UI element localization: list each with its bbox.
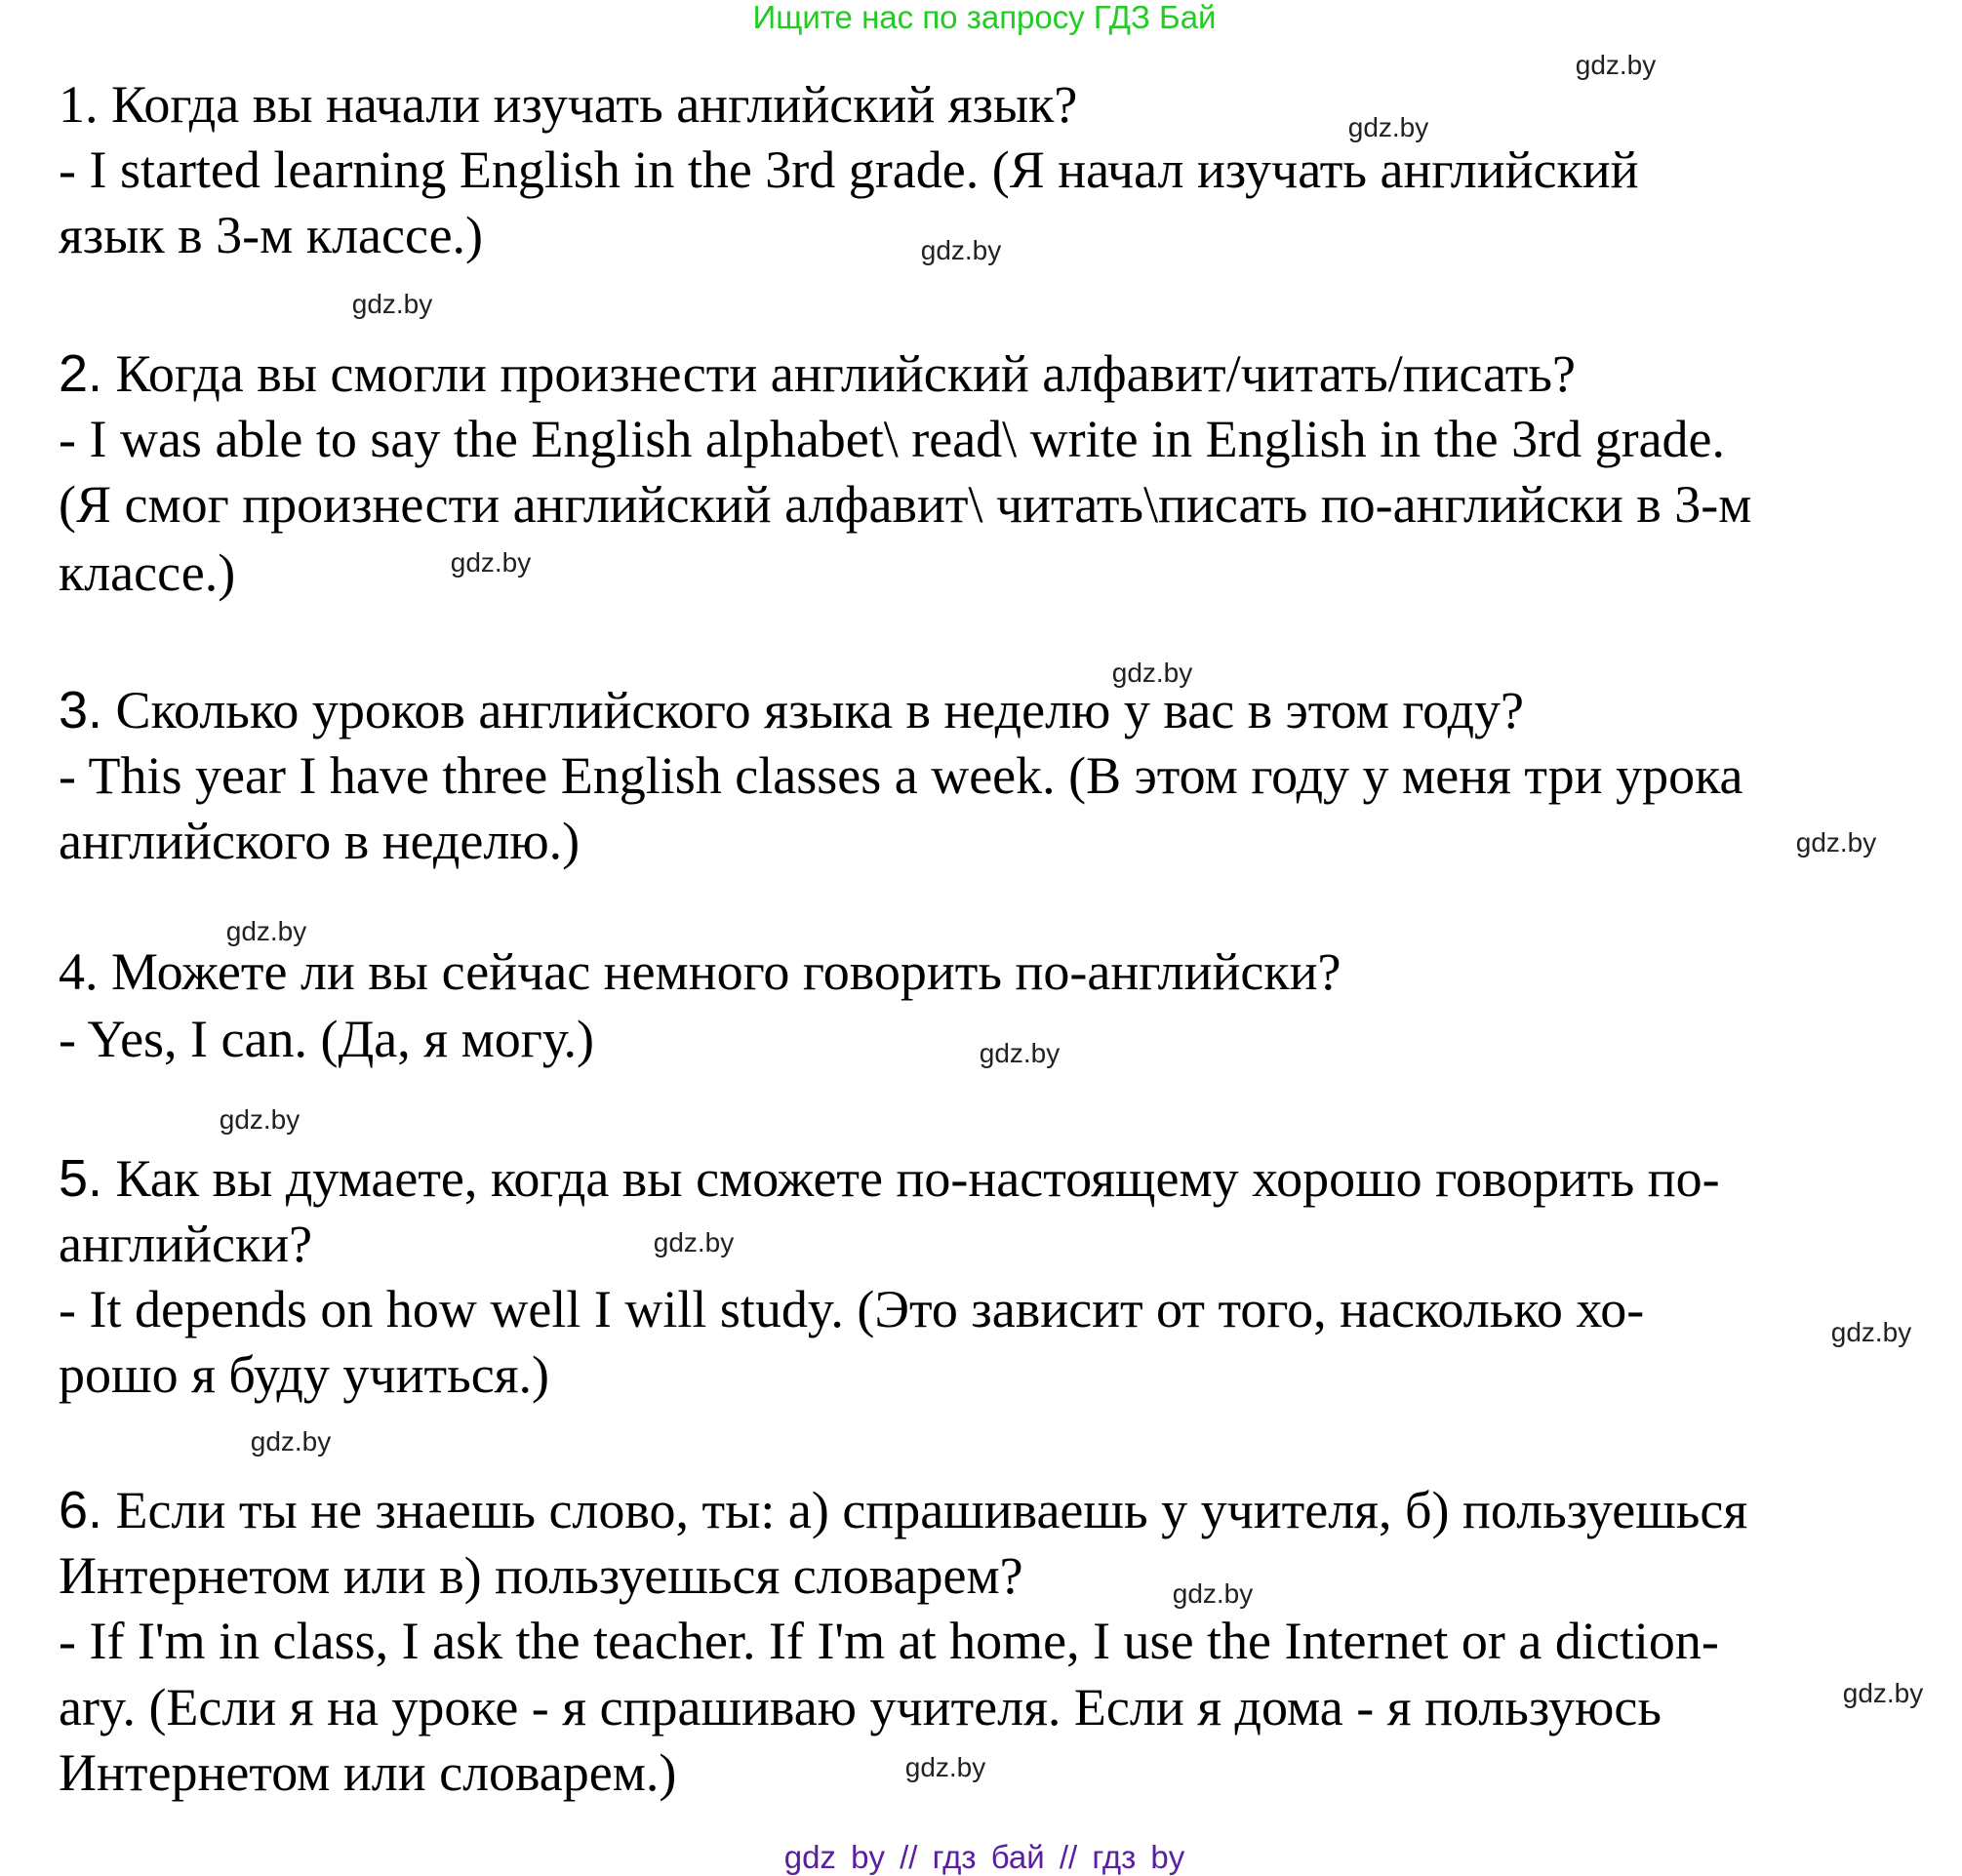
watermark: gdz.by: [1347, 112, 1429, 142]
question-line: [59, 75, 1077, 134]
line-text: Когда вы смогли произнести английский алфавит/читать/писать?: [115, 344, 1576, 403]
question-line: [59, 344, 1576, 403]
line-text: Интернетом или словарем.): [59, 1743, 677, 1802]
watermark: gdz.by: [219, 1104, 300, 1135]
line-text: - This year I have three English classes a week. (В этом году у меня три урока: [59, 746, 1743, 805]
answer-line: [59, 1678, 1662, 1736]
question-line: [59, 1149, 1720, 1208]
answer-line: [59, 1612, 1719, 1670]
line-text: классе.): [59, 543, 236, 602]
line-text: Как вы думаете, когда вы сможете по-настоящему хорошо говорить по-: [115, 1149, 1720, 1208]
watermark: gdz.by: [920, 235, 1002, 265]
line-text: (Я смог произнести английский алфавит\ читать\писать по-английски в 3-м: [59, 475, 1752, 534]
line-text: - It depends on how well I will study. (Это зависит от того, насколько хо-: [59, 1280, 1645, 1338]
question-number: 4.: [59, 942, 99, 1001]
answer-line: [59, 1280, 1644, 1338]
question-number: 6.: [59, 1481, 103, 1539]
line-text: английски?: [59, 1215, 313, 1273]
line-text: рошо я буду учиться.): [59, 1345, 549, 1404]
watermark: gdz.by: [653, 1227, 735, 1257]
watermark: gdz.by: [1830, 1317, 1912, 1347]
answer-line: [59, 1010, 594, 1068]
answer-line: [59, 1215, 312, 1273]
watermark: gdz.by: [225, 916, 307, 946]
line-text: Если ты не знаешь слово, ты: а) спрашиваешь у учителя, б) пользуешься: [115, 1481, 1748, 1539]
watermark: gdz.by: [1575, 50, 1657, 80]
site-footer[interactable]: gdz by // гдз бай // гдз by: [783, 1839, 1185, 1875]
line-text: - Yes, I can. (Да, я могу.): [59, 1010, 594, 1068]
watermark: gdz.by: [904, 1752, 986, 1782]
line-text: - I started learning English in the 3rd grade. (Я начал изучать английский: [59, 140, 1639, 199]
watermark: gdz.by: [351, 289, 433, 319]
answer-line: [59, 140, 1639, 199]
line-text: - I was able to say the English alphabet\ read\ write in English in the 3rd grade.: [59, 410, 1726, 468]
question-number: 3.: [59, 681, 103, 739]
answer-line: [59, 410, 1725, 468]
line-text: - If I'm in class, I ask the teacher. If I'm at home, I use the Internet or a diction-: [59, 1612, 1719, 1670]
line-text: ary. (Если я на уроке - я спрашиваю учителя. Если я дома - я пользуюсь: [59, 1678, 1662, 1736]
answer-line: [59, 1345, 549, 1404]
question-line: [59, 681, 1524, 739]
question-line: [59, 942, 1341, 1001]
watermark: gdz.by: [1111, 658, 1193, 688]
question-number: 2.: [59, 344, 103, 403]
answer-line: [59, 1546, 1023, 1605]
question-number: 5.: [59, 1149, 103, 1208]
search-hint-header[interactable]: Ищите нас по запросу ГДЗ Бай: [752, 0, 1217, 35]
watermark: gdz.by: [1172, 1578, 1254, 1609]
answer-line: [59, 1743, 676, 1802]
answer-line: [59, 746, 1742, 805]
answer-line: [59, 475, 1751, 534]
question-line: [59, 1481, 1747, 1539]
line-text: язык в 3-м классе.): [59, 206, 484, 264]
watermark: gdz.by: [979, 1038, 1061, 1068]
line-text: Когда вы начали изучать английский язык?: [111, 75, 1078, 134]
line-text: английского в неделю.): [59, 812, 581, 870]
question-number: 1.: [59, 75, 99, 134]
answer-line: [59, 543, 235, 602]
line-text: Можете ли вы сейчас немного говорить по-английски?: [111, 942, 1341, 1001]
watermark: gdz.by: [450, 547, 532, 578]
watermark: gdz.by: [1842, 1678, 1924, 1708]
answer-line: [59, 812, 580, 870]
line-text: Интернетом или в) пользуешься словарем?: [59, 1546, 1023, 1605]
line-text: Сколько уроков английского языка в неделю у вас в этом году?: [115, 681, 1525, 739]
answer-line: [59, 206, 483, 264]
watermark: gdz.by: [250, 1426, 332, 1457]
watermark: gdz.by: [1795, 827, 1877, 858]
